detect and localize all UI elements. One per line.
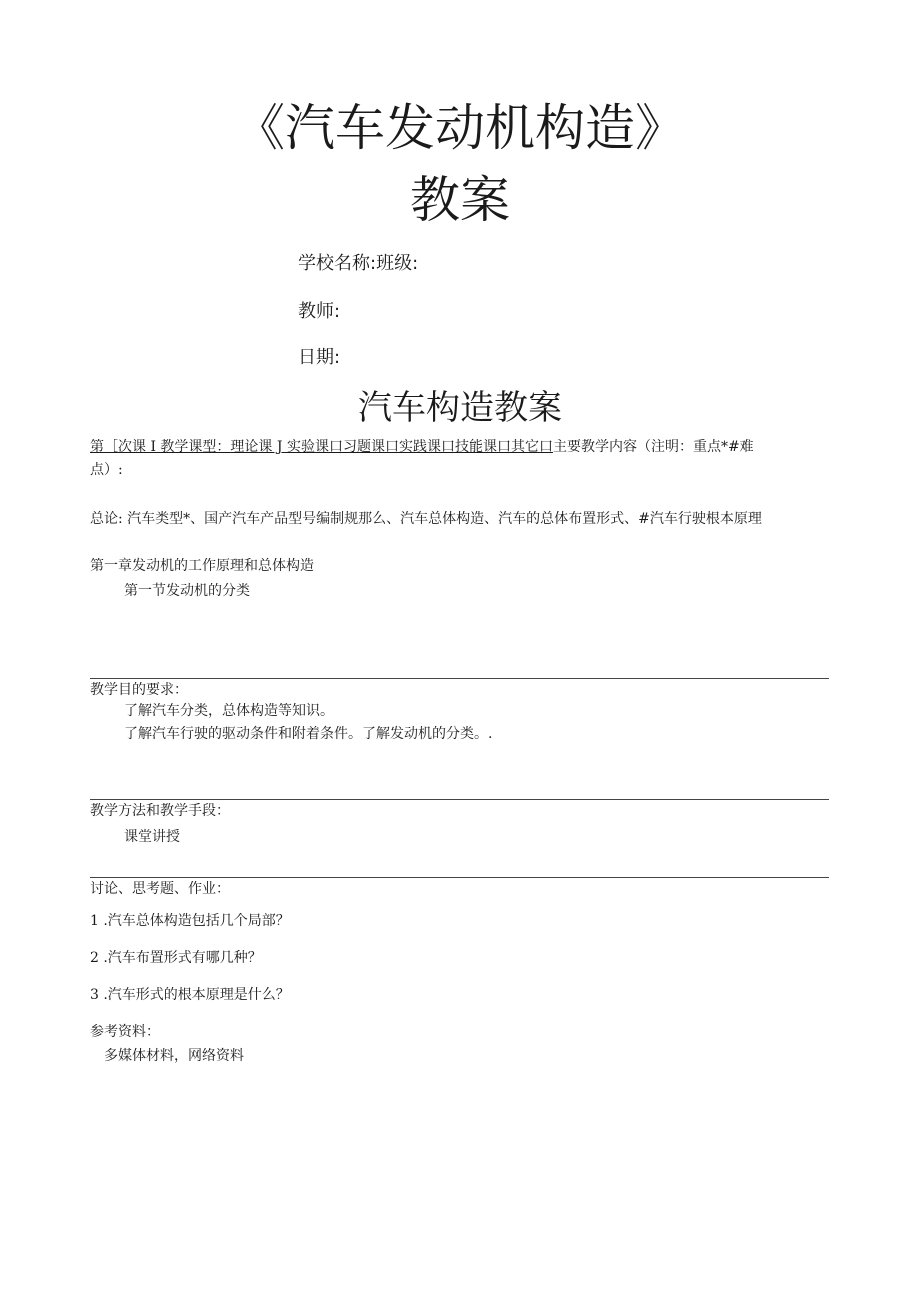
section-heading: 第一节发动机的分类 [124, 583, 250, 599]
lesson-plan-title: 汽车构造教案 [358, 388, 562, 428]
objectives-label: 教学目的要求： [90, 682, 188, 698]
date-field: 日期: [298, 347, 341, 368]
document-subtitle: 教案 [410, 171, 510, 229]
question-item: 2 .汽车布置形式有哪几种？ [90, 950, 262, 966]
objective-item: 了解汽车分类，总体构造等知识。 [124, 703, 334, 719]
divider [90, 799, 829, 800]
question-item: 3 .汽车形式的根本原理是什么？ [90, 987, 290, 1003]
chapter-heading: 第一章发动机的工作原理和总体构造 [90, 558, 314, 574]
discussion-label: 讨论、思考题、作业： [90, 881, 230, 897]
lesson-type-line [90, 437, 754, 457]
main-content-label: 主要教学内容（注明：重点*#难 [552, 439, 754, 455]
teacher-field: 教师: [298, 301, 341, 322]
question-item: 1 .汽车总体构造包括几个局部？ [90, 913, 290, 929]
lesson-type-options: 第［次课 I 教学课型：理论课 J 实验课口习题课口实践课口技能课口其它口 [90, 439, 553, 455]
references-text: 多媒体材料，网络资料 [104, 1048, 244, 1064]
methods-label: 教学方法和教学手段： [90, 803, 230, 819]
overview-text: 总论: 汽车类型*、国产汽车产品型号编制规那么、汽车总体构造、汽车的总体布置形式、#汽车行驶根本原理 [90, 511, 762, 527]
school-class-field: 学校名称:班级: [298, 253, 419, 274]
objective-item: 了解汽车行驶的驱动条件和附着条件。了解发动机的分类。. [124, 726, 493, 742]
document-title: 《汽车发动机构造》 [235, 99, 685, 157]
references-label: 参考资料： [90, 1024, 160, 1040]
divider [90, 678, 829, 679]
lesson-type-line-continued: 点）: [90, 462, 123, 478]
divider [90, 877, 829, 878]
methods-text: 课堂讲授 [124, 829, 180, 845]
